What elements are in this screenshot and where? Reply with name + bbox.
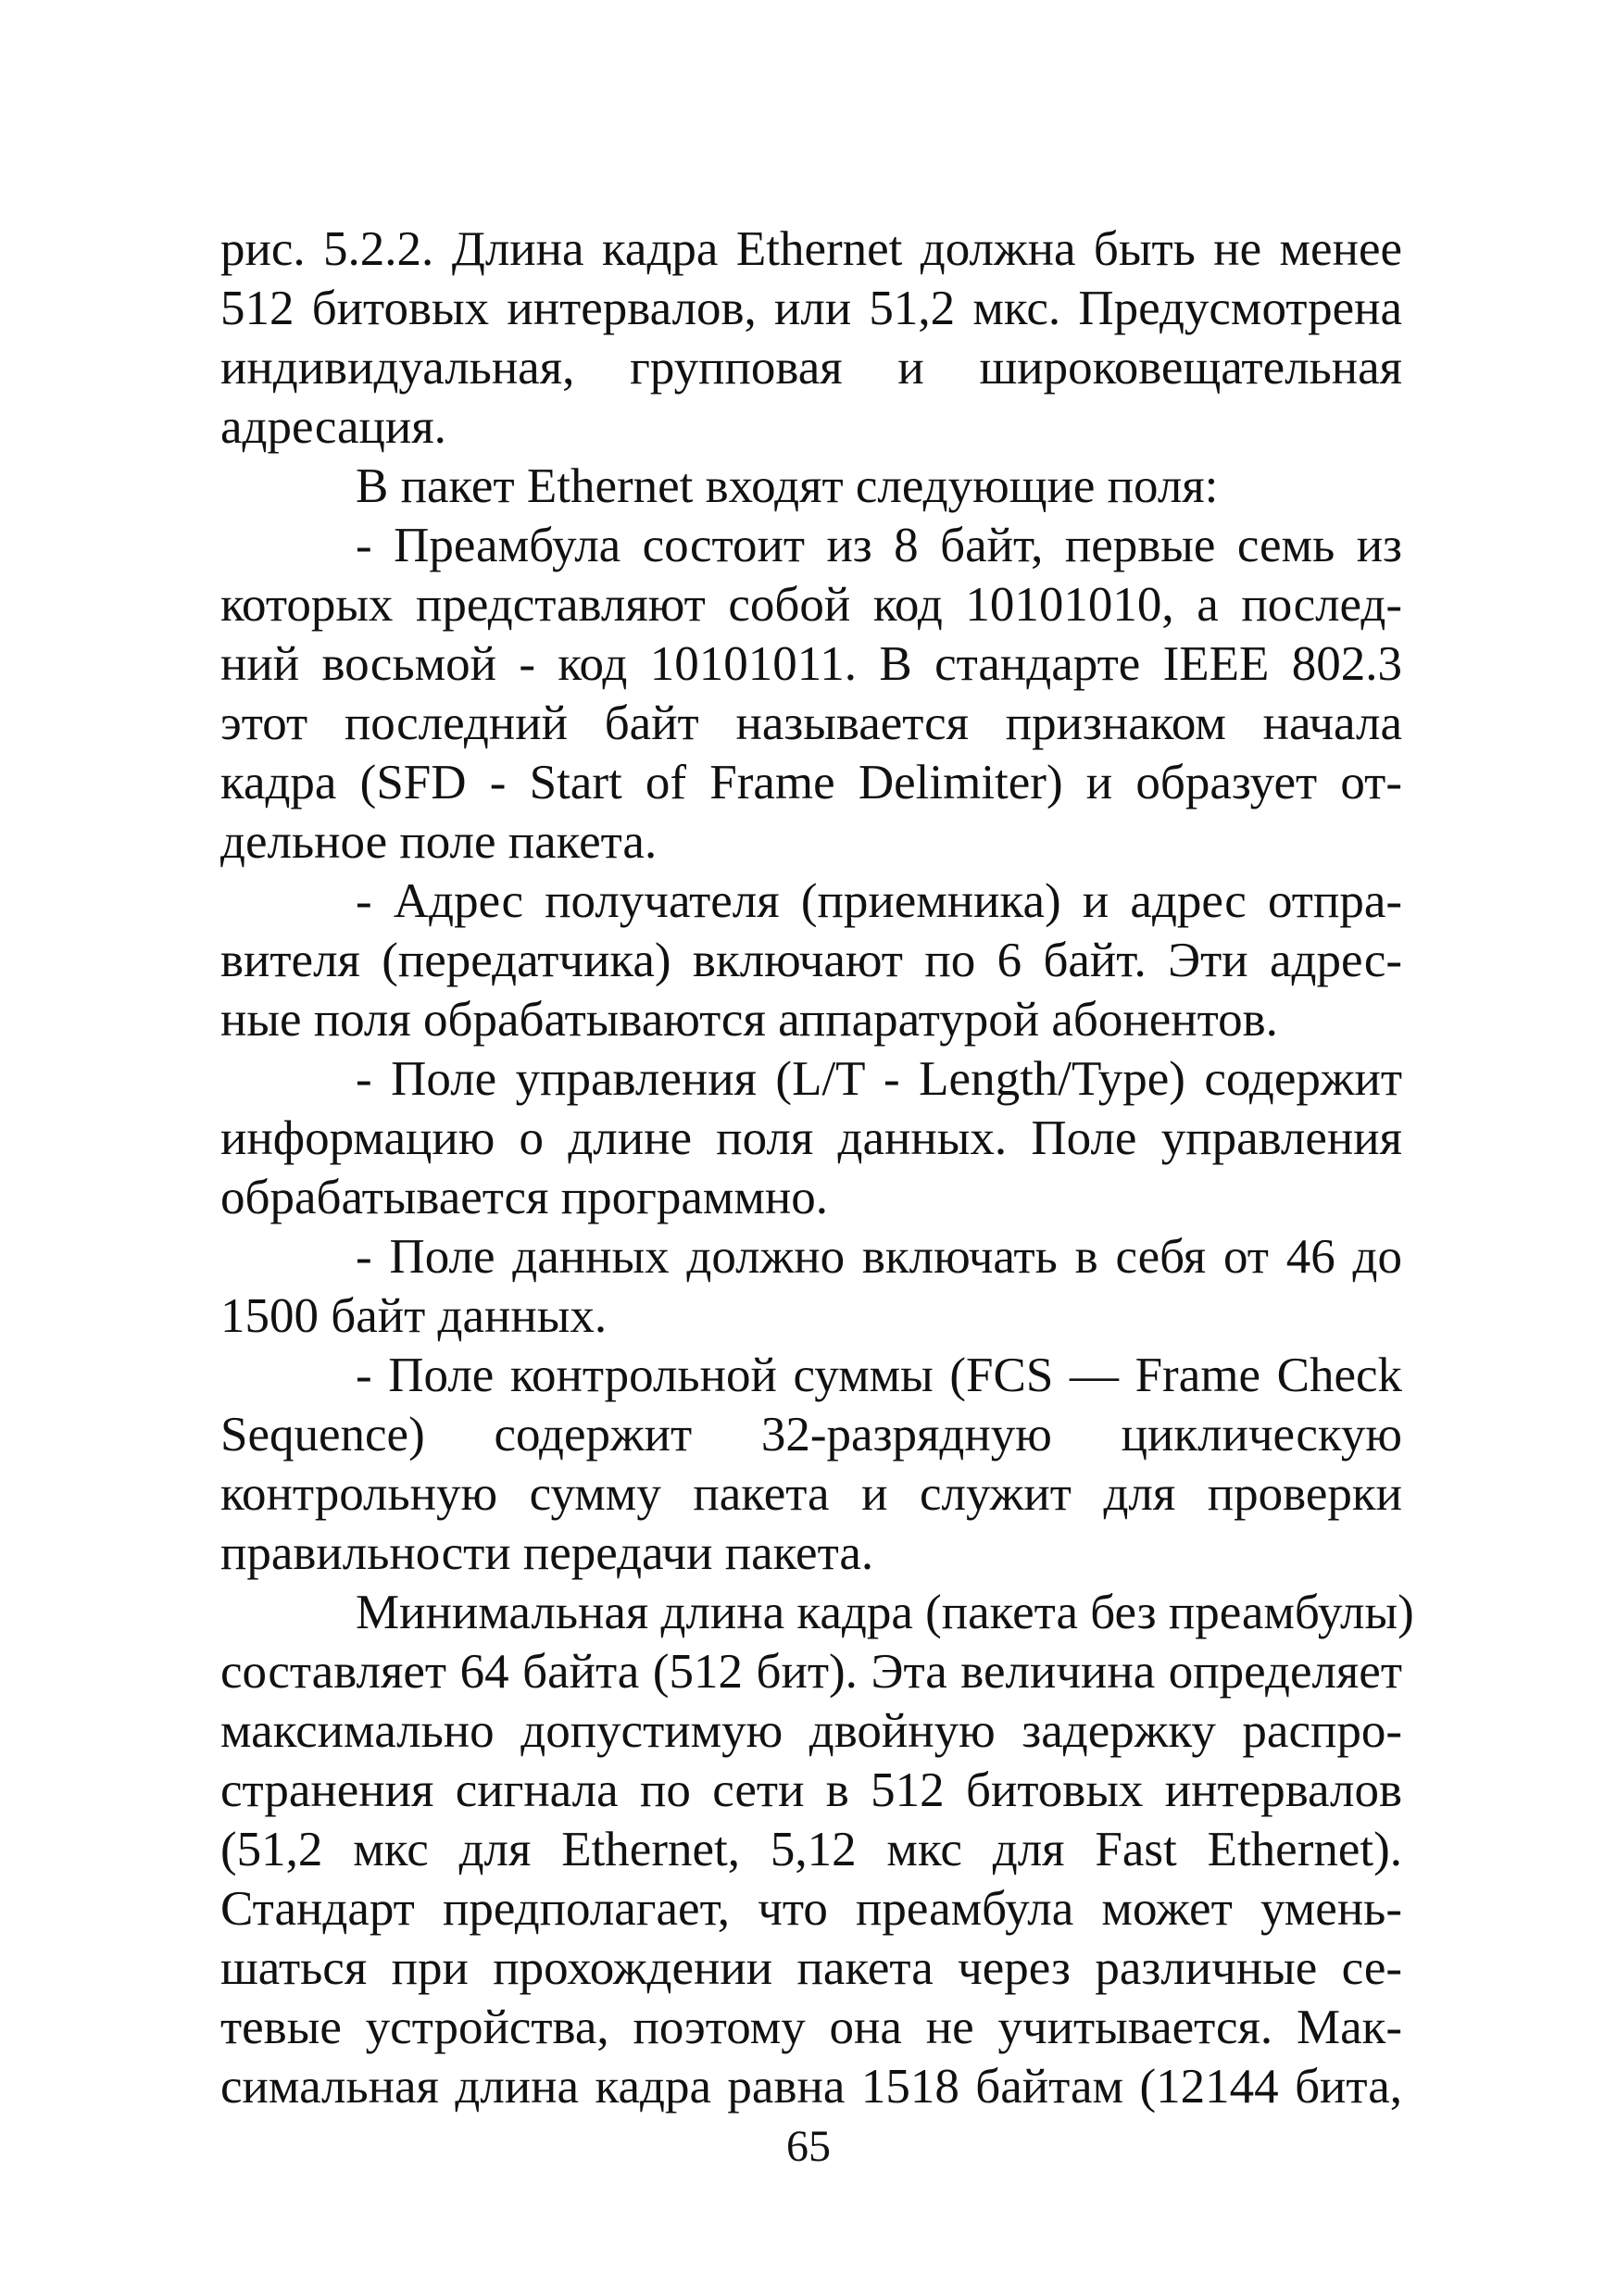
- text-line: Минимальная длина кадра (пакета без преамбулы): [356, 1586, 1414, 1639]
- text-line: ний восьмой - код 10101011. В стандарте IEEE 802.3: [220, 637, 1402, 691]
- text-line: правильности передачи пакета.: [220, 1526, 874, 1580]
- text-line: - Поле контрольной суммы (FCS — Frame Check: [356, 1349, 1402, 1402]
- text-line: обрабатывается программно.: [220, 1171, 829, 1224]
- text-line: (51,2 мкс для Ethernet, 5,12 мкс для Fast Ethernet).: [220, 1823, 1402, 1876]
- text-line: контрольную сумму пакета и служит для проверки: [220, 1467, 1402, 1521]
- text-line: - Поле данных должно включать в себя от 46 до: [356, 1230, 1402, 1284]
- text-line: адресация.: [220, 400, 446, 454]
- text-line: тевые устройства, поэтому она не учитывается. Мак-: [220, 2001, 1402, 2054]
- text-line: - Адрес получателя (приемника) и адрес отпра-: [356, 874, 1402, 928]
- text-line: дельное поле пакета.: [220, 815, 658, 869]
- text-line: вителя (передатчика) включают по 6 байт. Эти адрес-: [220, 934, 1402, 987]
- text-line: 512 битовых интервалов, или 51,2 мкс. Предусмотрена: [220, 282, 1402, 335]
- text-line: рис. 5.2.2. Длина кадра Ethernet должна быть не менее: [220, 222, 1402, 276]
- text-line: максимально допустимую двойную задержку распро-: [220, 1704, 1402, 1758]
- text-line: индивидуальная, групповая и широковещательная: [220, 341, 1402, 395]
- text-line: странения сигнала по сети в 512 битовых интервалов: [220, 1763, 1402, 1817]
- text-line: этот последний байт называется признаком начала: [220, 696, 1402, 750]
- text-line: - Поле управления (L/T - Length/Type) содержит: [356, 1052, 1402, 1106]
- text-line: Стандарт предполагает, что преамбула может умень-: [220, 1882, 1402, 1936]
- text-line: составляет 64 байта (512 бит). Эта величина определяет: [220, 1645, 1402, 1699]
- text-line: ные поля обрабатываются аппаратурой абонентов.: [220, 993, 1278, 1047]
- text-line: симальная длина кадра равна 1518 байтам (12144 бита,: [220, 2060, 1402, 2114]
- text-line: 1500 байт данных.: [220, 1289, 608, 1343]
- text-line: шаться при прохождении пакета через различные се-: [220, 1941, 1402, 1995]
- text-line: кадра (SFD - Start of Frame Delimiter) и образует от-: [220, 756, 1402, 809]
- text-line: Sequence) содержит 32-разрядную циклическую: [220, 1408, 1402, 1462]
- text-line: которых представляют собой код 10101010, а послед-: [220, 578, 1402, 632]
- page-number: 65: [786, 2122, 831, 2171]
- page-text: [220, 220, 1414, 2116]
- text-body: [220, 220, 1414, 2116]
- text-line: - Преамбула состоит из 8 байт, первые семь из: [356, 519, 1402, 572]
- text-line: информацию о длине поля данных. Поле управления: [220, 1111, 1402, 1165]
- text-line: В пакет Ethernet входят следующие поля:: [356, 459, 1219, 513]
